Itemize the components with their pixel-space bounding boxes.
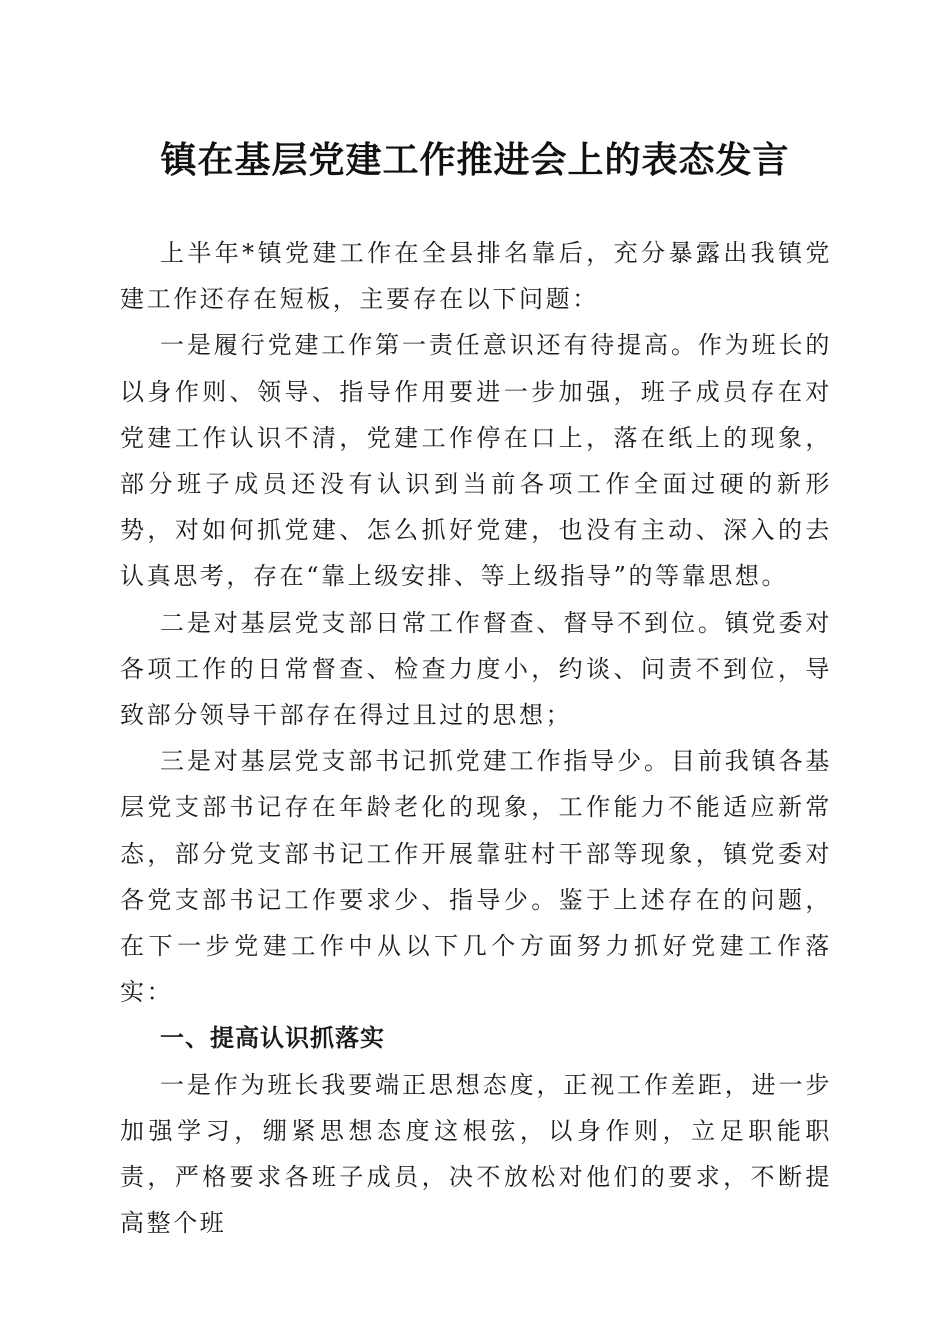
paragraph-measure-one: 一是作为班长我要端正思想态度，正视工作差距，进一步加强学习，绷紧思想态度这根弦，以身作则，立足职能职责，严格要求各班子成员，决不放松对他们的要求，不断提高整个班 — [120, 1070, 832, 1238]
section-heading: 一、提高认识抓落实 — [160, 1024, 385, 1053]
paragraph-problem-two: 二是对基层党支部日常工作督查、督导不到位。镇党委对各项工作的日常督查、检查力度小，约谈、问责不到位，导致部分领导干部存在得过且过的思想； — [120, 608, 832, 730]
document-body — [120, 230, 832, 1246]
paragraph-intro: 上半年*镇党建工作在全县排名靠后，充分暴露出我镇党建工作还存在短板，主要存在以下问题： — [120, 239, 832, 314]
paragraph-problem-one: 一是履行党建工作第一责任意识还有待提高。作为班长的以身作则、领导、指导作用要进一步加强，班子成员存在对党建工作认识不清，党建工作停在口上，落在纸上的现象，部分班子成员还没有认识到当前各项工作全面过硬的新形势，对如何抓党建、怎么抓好党建，也没有主动、深入的去认真思考，存在“靠上级安排、等上级指导”的等靠思想。 — [120, 331, 832, 591]
document-title: 镇在基层党建工作推进会上的表态发言 — [160, 139, 790, 181]
paragraph-problem-three: 三是对基层党支部书记抓党建工作指导少。目前我镇各基层党支部书记存在年龄老化的现象，工作能力不能适应新常态，部分党支部书记工作开展靠驻村干部等现象，镇党委对各党支部书记工作要求少、指导少。鉴于上述存在的问题，在下一步党建工作中从以下几个方面努力抓好党建工作落实： — [120, 747, 832, 1007]
